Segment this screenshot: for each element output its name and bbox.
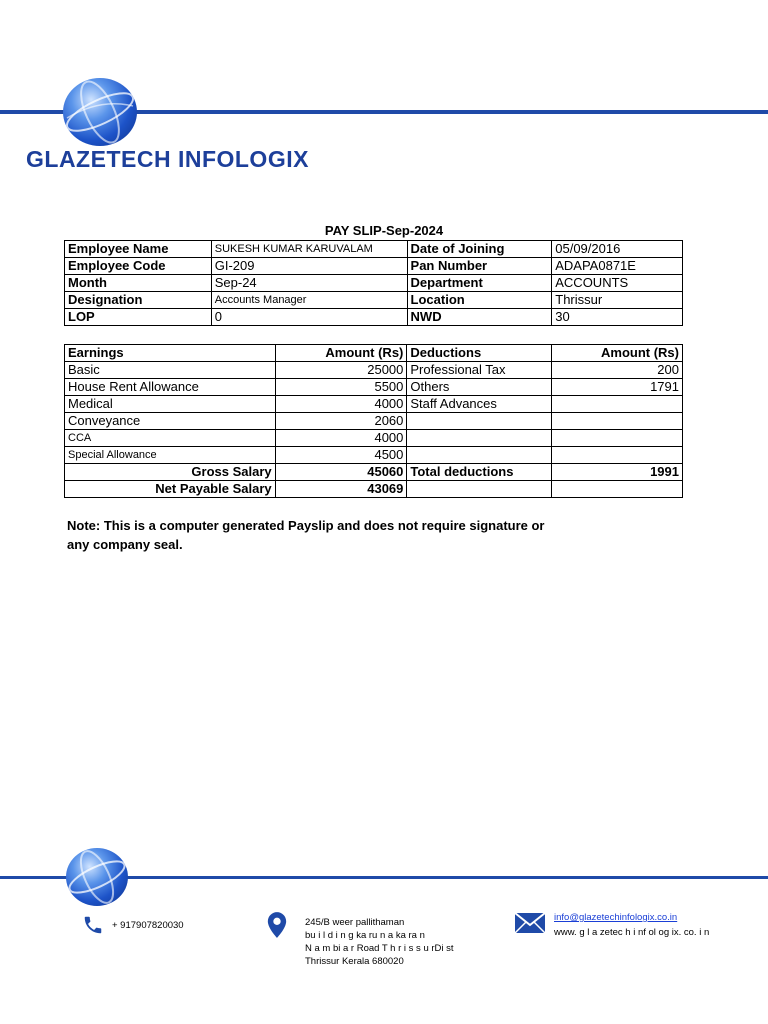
value-employee-code: GI-209	[211, 258, 407, 275]
earning-label: CCA	[65, 430, 276, 447]
address-line-1: 245/B weer pallithaman	[305, 917, 405, 928]
globe-logo-icon	[66, 848, 128, 906]
table-row	[65, 309, 683, 326]
earning-label: Basic	[65, 362, 276, 379]
value-month: Sep-24	[211, 275, 407, 292]
earnings-deductions-table	[64, 344, 683, 498]
deduction-label: Others	[407, 379, 552, 396]
value-date-of-joining: 05/09/2016	[552, 241, 683, 258]
address-line-3: N a m bi a r Road T h r i s s u rDi st	[305, 943, 454, 954]
globe-logo-icon	[63, 78, 137, 146]
header-earnings: Earnings	[65, 345, 276, 362]
disclaimer-note	[67, 516, 545, 554]
table-net-row	[65, 481, 683, 498]
earning-label: Medical	[65, 396, 276, 413]
value-pan-number: ADAPA0871E	[552, 258, 683, 275]
earning-label: Conveyance	[65, 413, 276, 430]
deduction-label	[407, 447, 552, 464]
deduction-amount: 1791	[552, 379, 683, 396]
label-lop: LOP	[65, 309, 212, 326]
phone-icon	[82, 913, 104, 937]
page-title: PAY SLIP-Sep-2024	[324, 223, 444, 238]
label-month: Month	[65, 275, 212, 292]
total-deductions-label: Total deductions	[407, 464, 552, 481]
email-link[interactable]: info@glazetechinfologix.co.in	[554, 912, 678, 923]
header-deductions: Deductions	[407, 345, 552, 362]
label-location: Location	[407, 292, 552, 309]
deduction-amount	[552, 396, 683, 413]
header-earnings-amount: Amount (Rs)	[275, 345, 407, 362]
earning-label: Special Allowance	[65, 447, 276, 464]
total-deductions-value: 1991	[552, 464, 683, 481]
earning-amount: 4000	[275, 430, 407, 447]
gross-salary-label: Gross Salary	[65, 464, 276, 481]
label-date-of-joining: Date of Joining	[407, 241, 552, 258]
table-row	[65, 396, 683, 413]
deduction-label: Staff Advances	[407, 396, 552, 413]
table-row	[65, 362, 683, 379]
label-pan-number: Pan Number	[407, 258, 552, 275]
empty-cell	[407, 481, 552, 498]
deduction-amount	[552, 413, 683, 430]
value-lop: 0	[211, 309, 407, 326]
earning-amount: 25000	[275, 362, 407, 379]
label-nwd: NWD	[407, 309, 552, 326]
employee-info-table	[64, 240, 683, 326]
address-line-4: Thrissur Kerala 680020	[305, 956, 404, 967]
table-header-row	[65, 345, 683, 362]
earning-amount: 2060	[275, 413, 407, 430]
location-pin-icon	[266, 911, 288, 939]
note-line-1: Note: This is a computer generated Payslip and does not require signature or	[67, 518, 545, 533]
deduction-label	[407, 413, 552, 430]
earning-amount: 5500	[275, 379, 407, 396]
table-row	[65, 241, 683, 258]
note-line-2: any company seal.	[67, 537, 183, 552]
address-line-2: bu i l d i n g ka ru n a ka ra n	[305, 930, 425, 941]
table-row	[65, 379, 683, 396]
value-employee-name: SUKESH KUMAR KARUVALAM	[211, 241, 407, 258]
deduction-label: Professional Tax	[407, 362, 552, 379]
gross-salary-value: 45060	[275, 464, 407, 481]
mail-icon	[514, 912, 546, 934]
empty-cell	[552, 481, 683, 498]
earning-amount: 4000	[275, 396, 407, 413]
table-row	[65, 430, 683, 447]
value-location: Thrissur	[552, 292, 683, 309]
label-designation: Designation	[65, 292, 212, 309]
table-row	[65, 275, 683, 292]
net-payable-value: 43069	[275, 481, 407, 498]
value-designation: Accounts Manager	[211, 292, 407, 309]
deduction-amount: 200	[552, 362, 683, 379]
table-row	[65, 258, 683, 275]
header-deductions-amount: Amount (Rs)	[552, 345, 683, 362]
company-name: GLAZETECH INFOLOGIX	[26, 146, 309, 172]
value-department: ACCOUNTS	[552, 275, 683, 292]
label-employee-name: Employee Name	[65, 241, 212, 258]
phone-number: + 917907820030	[112, 920, 184, 931]
deduction-amount	[552, 447, 683, 464]
label-department: Department	[407, 275, 552, 292]
table-row	[65, 447, 683, 464]
website-text: www. g l a zetec h i nf ol og ix. co. i n	[554, 927, 710, 938]
net-payable-label: Net Payable Salary	[65, 481, 276, 498]
deduction-amount	[552, 430, 683, 447]
label-employee-code: Employee Code	[65, 258, 212, 275]
table-row	[65, 292, 683, 309]
value-nwd: 30	[552, 309, 683, 326]
deduction-label	[407, 430, 552, 447]
earning-label: House Rent Allowance	[65, 379, 276, 396]
table-total-row	[65, 464, 683, 481]
address	[305, 916, 454, 968]
earning-amount: 4500	[275, 447, 407, 464]
table-row	[65, 413, 683, 430]
